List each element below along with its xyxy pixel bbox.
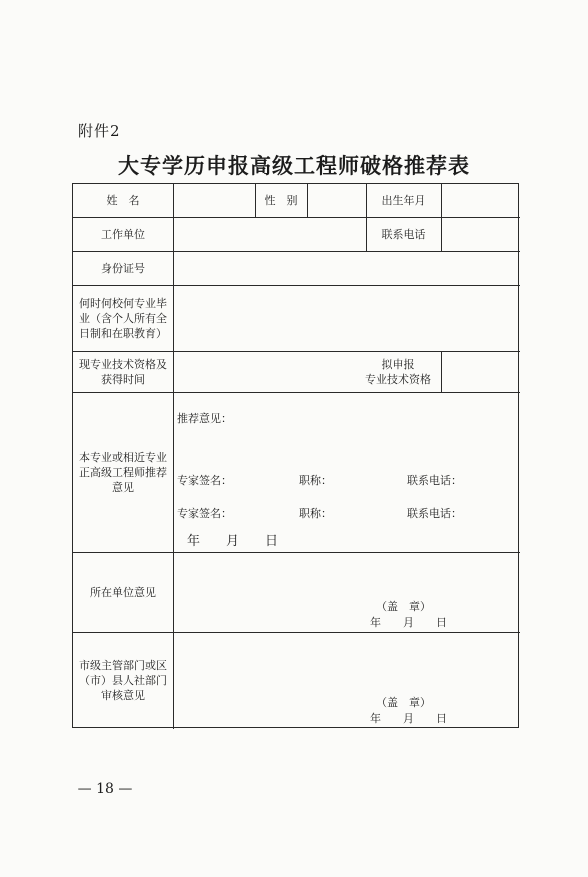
name-label: 姓 名: [106, 194, 140, 207]
proposed-qualification-field[interactable]: [442, 351, 520, 392]
expert-sign-label: 专家签名：: [177, 507, 232, 520]
current-qualification-label: 现专业技术资格及获得时间: [79, 357, 167, 386]
phone-field[interactable]: [442, 217, 520, 251]
contact-phone-label: 联系电话：: [407, 474, 462, 487]
graduation-field[interactable]: [174, 285, 520, 351]
authority-seal-date: 年 月 日: [370, 712, 447, 725]
page-number: — 18 —: [77, 781, 133, 797]
current-qualification-field[interactable]: [174, 351, 366, 392]
employer-field[interactable]: [174, 217, 366, 251]
recommendation-form: [72, 183, 519, 728]
form-title: 大专学历申报高级工程师破格推荐表: [118, 153, 470, 178]
employer-seal-date: 年 月 日: [370, 616, 447, 629]
title-label: 职称：: [299, 474, 332, 487]
employer-opinion-label: 所在单位意见: [90, 585, 156, 599]
recommendation-date: 年 月 日: [187, 534, 279, 549]
authority-opinion-label: 市级主管部门或区（市）县人社部门审核意见: [79, 659, 167, 702]
proposed-line-1: 拟申报: [381, 357, 415, 371]
name-field[interactable]: [174, 184, 255, 217]
gender-field[interactable]: [308, 184, 366, 217]
expert-section-label: 本专业或相近专业正高级工程师推荐意见: [79, 450, 167, 494]
phone-label: 联系电话: [381, 227, 426, 241]
graduation-label: 何时何校何专业毕业（含个人所有全日制和在职教育）: [79, 296, 167, 340]
proposed-qualification-label: [355, 351, 441, 392]
birth-field[interactable]: [442, 184, 520, 217]
authority-seal-label: （盖 章）: [376, 696, 431, 709]
attachment-label: 附件2: [78, 122, 121, 140]
employer-seal-label: （盖 章）: [376, 600, 431, 613]
proposed-line-2: 专业技术资格: [365, 372, 431, 386]
gender-label: 性 别: [264, 194, 298, 207]
id-number-field[interactable]: [174, 251, 520, 285]
title-label: 职称：: [299, 507, 332, 520]
contact-phone-label: 联系电话：: [407, 507, 462, 520]
id-number-label: 身份证号: [101, 261, 145, 275]
recommendation-label: 推荐意见：: [177, 412, 232, 425]
expert-sign-label: 专家签名：: [177, 474, 232, 487]
birth-label: 出生年月: [381, 194, 426, 207]
employer-label: 工作单位: [101, 227, 145, 241]
